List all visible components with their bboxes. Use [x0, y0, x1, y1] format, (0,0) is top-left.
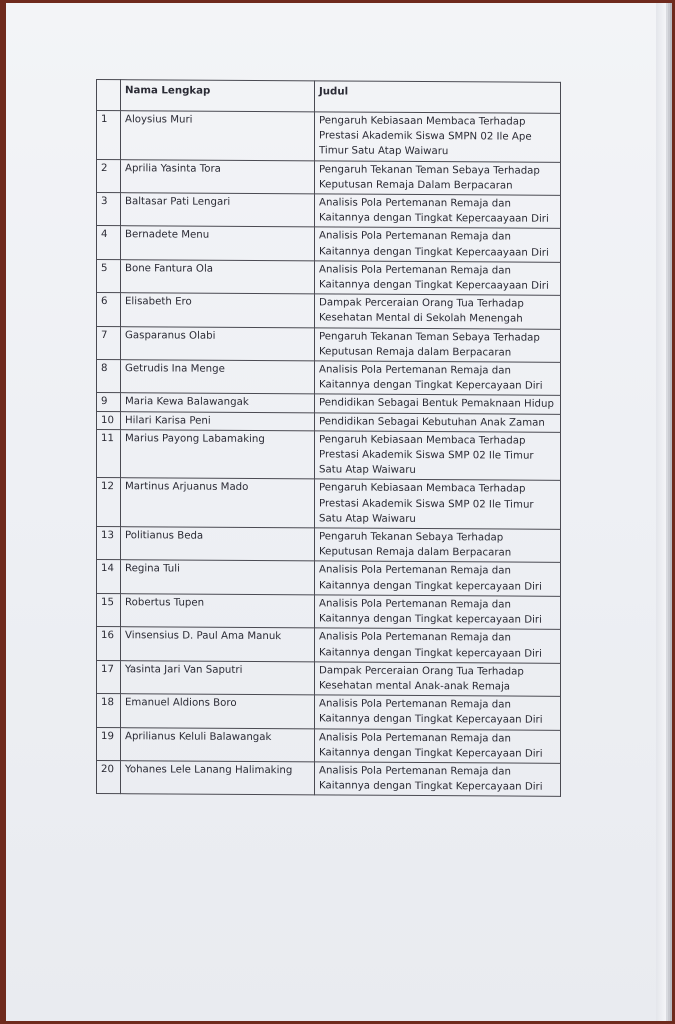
table-row — [97, 429, 561, 480]
row-number: 8 — [97, 360, 121, 394]
table-row — [97, 226, 561, 262]
row-number: 7 — [97, 326, 121, 360]
table-row — [97, 593, 561, 629]
row-number: 13 — [97, 527, 121, 561]
thesis-title: Analisis Pola Pertemanan Remaja dan Kaitannya dengan Tingkat kepercayaan Diri — [315, 595, 561, 630]
row-number: 18 — [97, 694, 121, 728]
row-number: 15 — [97, 593, 121, 627]
row-number: 2 — [97, 159, 121, 193]
student-name: Elisabeth Ero — [121, 293, 315, 328]
student-name: Bernadete Menu — [121, 226, 315, 261]
table-row — [97, 760, 561, 796]
thesis-title: Dampak Perceraian Orang Tua Terhadap Kesehatan mental Anak-anak Remaja — [315, 662, 561, 697]
thesis-title: Analisis Pola Pertemanan Remaja dan Kaitannya dengan Tingkat Kepercayaan Diri — [315, 762, 561, 797]
row-number: 14 — [97, 560, 121, 594]
student-name: Vinsensius D. Paul Ama Manuk — [121, 627, 315, 662]
thesis-title: Analisis Pola Pertemanan Remaja dan Kaitannya dengan Tingkat Kepercayaan Diri — [315, 695, 561, 730]
row-number: 6 — [97, 293, 121, 327]
table-row — [97, 193, 561, 229]
row-number: 4 — [97, 226, 121, 260]
student-name: Emanuel Aldions Boro — [121, 694, 315, 729]
table-body — [97, 111, 561, 797]
student-name: Bone Fantura Ola — [121, 259, 315, 294]
thesis-title: Dampak Perceraian Orang Tua Terhadap Kesehatan Mental di Sekolah Menengah — [315, 294, 561, 329]
row-number: 10 — [97, 411, 121, 429]
student-name: Baltasar Pati Lengari — [121, 193, 315, 228]
student-name: Yasinta Jari Van Saputri — [121, 660, 315, 695]
thesis-title: Pengaruh Tekanan Sebaya Terhadap Keputusan Remaja dalam Berpacaran — [315, 528, 561, 563]
table-row — [97, 727, 561, 763]
row-number: 3 — [97, 193, 121, 227]
thesis-title: Pengaruh Tekanan Teman Sebaya Terhadap Keputusan Remaja dalam Berpacaran — [315, 327, 561, 362]
student-title-table — [96, 79, 561, 797]
table-header-row — [97, 80, 561, 114]
thesis-title: Analisis Pola Pertemanan Remaja dan Kaitannya dengan Tingkat Kepercayaan Diri — [315, 361, 561, 396]
table-row — [97, 326, 561, 362]
table-row — [97, 111, 561, 162]
header-full-name: Nama Lengkap — [121, 80, 315, 112]
row-number: 9 — [97, 393, 121, 411]
table-row — [97, 360, 561, 396]
header-title: Judul — [315, 81, 561, 114]
table-row — [97, 293, 561, 329]
thesis-title: Pengaruh Tekanan Teman Sebaya Terhadap Keputusan Remaja Dalam Berpacaran — [315, 160, 561, 195]
table-row — [97, 159, 561, 195]
thesis-title: Pengaruh Kebiasaan Membaca Terhadap Prestasi Akademik Siswa SMP 02 Ile Timur Satu Atap Waiwaru — [315, 431, 561, 481]
row-number: 12 — [97, 478, 121, 527]
student-name: Hilari Karisa Peni — [121, 411, 315, 430]
student-name: Aprilia Yasinta Tora — [121, 159, 315, 194]
thesis-title: Pengaruh Kebiasaan Membaca Terhadap Prestasi Akademik Siswa SMP 02 Ile Timur Satu Atap Waiwaru — [315, 479, 561, 529]
table-row — [97, 478, 561, 529]
student-name: Getrudis Ina Menge — [121, 360, 315, 395]
student-name: Gasparanus Olabi — [121, 326, 315, 361]
thesis-title: Analisis Pola Pertemanan Remaja dan Kaitannya dengan Tingkat Kepercaayaan Diri — [315, 261, 561, 296]
student-name: Aloysius Muri — [121, 111, 315, 161]
student-name: Politianus Beda — [121, 527, 315, 562]
table-row — [97, 259, 561, 295]
row-number: 11 — [97, 429, 121, 478]
table-row — [97, 627, 561, 663]
student-name: Marius Payong Labamaking — [121, 430, 315, 480]
row-number: 19 — [97, 727, 121, 761]
student-name: Aprilianus Keluli Balawangak — [121, 727, 315, 762]
table-row — [97, 660, 561, 696]
student-name: Martinus Arjuanus Mado — [121, 478, 315, 528]
thesis-title: Pendidikan Sebagai Kebutuhan Anak Zaman — [315, 412, 561, 432]
table-row — [97, 694, 561, 730]
thesis-title: Analisis Pola Pertemanan Remaja dan Kaitannya dengan Tingkat Kepercaayaan Diri — [315, 227, 561, 262]
student-name: Robertus Tupen — [121, 594, 315, 629]
row-number: 5 — [97, 259, 121, 293]
table-row — [97, 560, 561, 596]
row-number: 20 — [97, 760, 121, 794]
paper-edge — [656, 3, 666, 1021]
row-number: 16 — [97, 627, 121, 661]
row-number: 1 — [97, 111, 121, 160]
table-row — [97, 527, 561, 563]
thesis-title: Analisis Pola Pertemanan Remaja dan Kaitannya dengan Tingkat Kepercaayaan Diri — [315, 194, 561, 229]
student-name: Yohanes Lele Lanang Halimaking — [121, 761, 315, 796]
row-number: 17 — [97, 660, 121, 694]
student-name: Maria Kewa Balawangak — [121, 393, 315, 412]
student-name: Regina Tuli — [121, 560, 315, 595]
header-number — [97, 80, 121, 111]
thesis-title: Analisis Pola Pertemanan Remaja dan Kaitannya dengan Tingkat kepercayaan Diri — [315, 561, 561, 596]
thesis-title: Pendidikan Sebagai Bentuk Pemaknaan Hidup — [315, 394, 561, 414]
thesis-title: Pengaruh Kebiasaan Membaca Terhadap Prestasi Akademik Siswa SMPN 02 Ile Ape Timur Satu Atap Waiwaru — [315, 112, 561, 162]
thesis-title: Analisis Pola Pertemanan Remaja dan Kaitannya dengan Tingkat kepercayaan Diri — [315, 628, 561, 663]
thesis-title: Analisis Pola Pertemanan Remaja dan Kaitannya dengan Tingkat Kepercayaan Diri — [315, 728, 561, 763]
